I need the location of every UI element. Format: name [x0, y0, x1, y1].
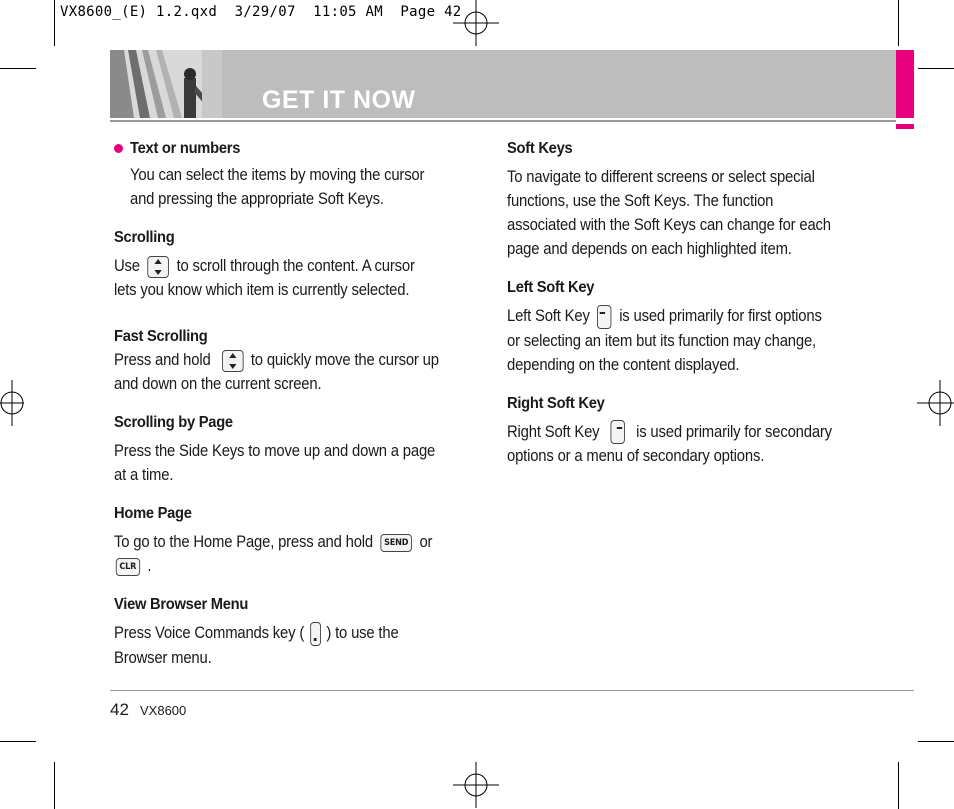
left-soft-key-line2: or selecting an item but its function may change, [507, 331, 816, 350]
header-banner [110, 50, 896, 118]
fast-scrolling-line2: and down on the current screen. [114, 375, 322, 393]
left-soft-key-icon [597, 305, 611, 329]
voice-commands-key-icon [310, 622, 321, 646]
crop-mark [918, 68, 954, 69]
navigation-key-icon [222, 350, 244, 372]
registration-mark-top [453, 0, 499, 46]
accent-tab-lower [896, 124, 914, 129]
footer-rule [110, 690, 914, 691]
scrolling-line2: lets you know which item is currently selected. [114, 281, 410, 299]
text-numbers-line1: You can select the items by moving the cursor [130, 166, 425, 184]
text-numbers-section [114, 138, 464, 211]
right-pre: Right Soft Key [507, 422, 600, 441]
fast-scrolling-heading: Fast Scrolling [114, 328, 208, 345]
print-slug: VX8600_(E) 1.2.qxd 3/29/07 11:05 AM Page 42 [60, 4, 462, 20]
soft-keys-line1: To navigate to different screens or select special [507, 168, 815, 186]
header-photo [110, 50, 222, 118]
scrolling-post: to scroll through the content. A cursor [176, 257, 415, 275]
browser-menu-line2: Browser menu. [114, 648, 212, 667]
fast-post: to quickly move the cursor up [250, 351, 439, 369]
home-page-line2 [114, 554, 429, 578]
scrolling-pre: Use [114, 257, 140, 275]
navigation-key-icon [147, 256, 169, 278]
menu-pre: Press Voice Commands key ( [114, 624, 305, 642]
home-pre: To go to the Home Page, press and hold [114, 533, 373, 551]
text-numbers-heading: Text or numbers [130, 140, 241, 157]
crop-mark [54, 0, 55, 46]
clr-key-icon: CLR [116, 558, 140, 576]
home-end: . [147, 557, 152, 575]
left-soft-key-heading: Left Soft Key [507, 279, 595, 296]
page-title: GET IT NOW [262, 86, 416, 114]
browser-menu-line1 [114, 621, 429, 646]
soft-keys-line3: associated with the Soft Keys can change for each [507, 216, 831, 234]
crop-mark [918, 741, 954, 742]
left-column [114, 138, 464, 670]
scrolling-page-line1: Press the Side Keys to move up and down a page [114, 442, 436, 460]
registration-mark-bottom [453, 762, 499, 808]
bullet-dot-icon [114, 144, 123, 153]
menu-post: ) to use the [326, 624, 399, 642]
right-post: is used primarily for secondary [636, 422, 832, 441]
scrolling-page-heading: Scrolling by Page [114, 414, 233, 431]
fast-scrolling-line1 [114, 348, 439, 372]
registration-mark-left [0, 380, 24, 426]
soft-keys-line2: functions, use the Soft Keys. The function [507, 192, 774, 210]
registration-mark-right [917, 380, 954, 426]
header-rule [110, 120, 896, 122]
crop-mark [898, 0, 899, 46]
crop-mark [0, 741, 36, 742]
right-soft-key-line1 [507, 420, 831, 445]
left-soft-key-line3: depending on the content displayed. [507, 355, 740, 374]
left-post: is used primarily for first options [619, 307, 822, 325]
right-soft-key-heading: Right Soft Key [507, 394, 605, 412]
browser-menu-heading: View Browser Menu [114, 596, 249, 613]
accent-tab [896, 50, 914, 118]
page-number: 42 [110, 700, 129, 719]
right-column [507, 138, 867, 468]
home-page-line1 [114, 530, 433, 554]
scrolling-heading: Scrolling [114, 229, 175, 246]
text-numbers-line2: and pressing the appropriate Soft Keys. [130, 190, 384, 208]
soft-keys-line4: page and depends on each highlighted item. [507, 240, 792, 258]
soft-keys-heading: Soft Keys [507, 140, 573, 157]
left-pre: Left Soft Key [507, 307, 590, 325]
right-soft-key-line2: options or a menu of secondary options. [507, 447, 765, 466]
scrolling-page-line2: at a time. [114, 466, 174, 484]
right-soft-key-icon [611, 420, 625, 444]
scrolling-line1 [114, 254, 429, 278]
left-soft-key-line1 [507, 304, 831, 329]
send-key-icon: SEND [381, 534, 412, 552]
fast-pre: Press and hold [114, 351, 211, 369]
crop-mark [54, 762, 55, 809]
crop-mark [0, 68, 36, 69]
model-name: VX8600 [140, 703, 187, 718]
home-page-heading: Home Page [114, 505, 192, 522]
crop-mark [898, 762, 899, 809]
home-or: or [419, 533, 433, 551]
